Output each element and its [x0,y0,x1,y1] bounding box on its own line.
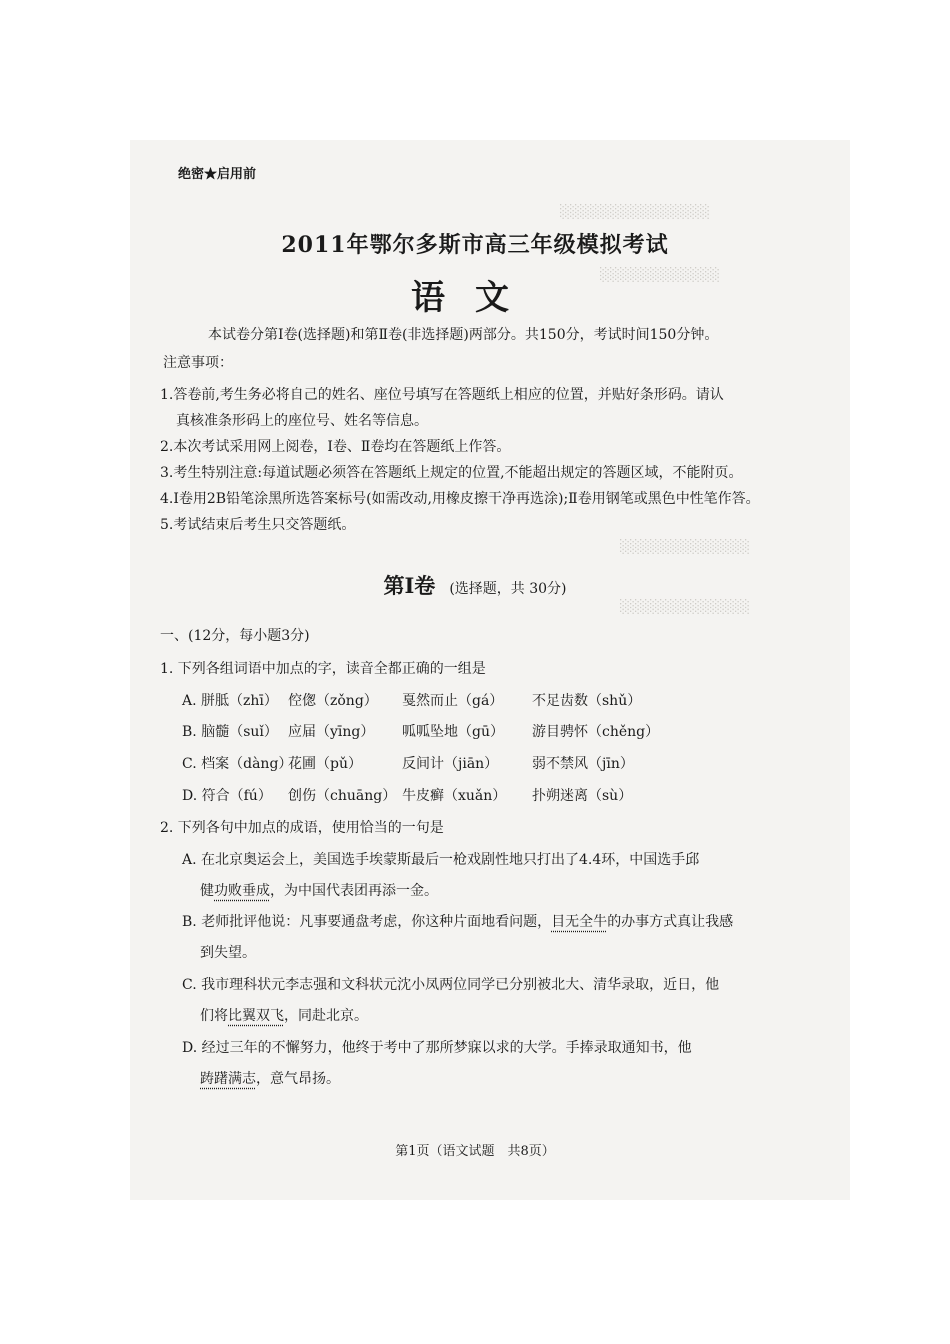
bleed-through-text: ░░░░░░░░░░░░░ [620,540,750,555]
question-2-option-d: D. 经过三年的不懈努力，他终于考中了那所梦寐以求的大学。手捧录取通知书，他 [182,1040,692,1056]
option-cell: 倥偬（zǒng） [288,693,378,709]
option-cell: 反间计（jiān） [402,756,499,772]
option-cell: 花圃（pǔ） [288,756,362,772]
option-text: B. 老师批评他说：凡事要通盘考虑，你这种片面地看问题， [182,914,552,930]
question-2-stem: 2. 下列各句中加点的成语，使用恰当的一句是 [160,820,444,836]
option-cell: 弱不禁风（jīn） [532,756,634,772]
option-cell: 牛皮癣（xuǎn） [402,788,507,804]
exam-title: 2011年鄂尔多斯市高三年级模拟考试 [281,232,669,258]
note-item: 2.本次考试采用网上阅卷，Ⅰ卷、Ⅱ卷均在答题纸上作答。 [160,439,511,455]
exam-intro: 本试卷分第Ⅰ卷(选择题)和第Ⅱ卷(非选择题)两部分。共150分，考试时间150分钟。 [208,327,719,343]
option-text: ，同赴北京。 [284,1008,368,1024]
option-cell: 扑朔迷离（sù） [532,788,633,804]
part-heading: 一、(12分，每小题3分) [160,628,310,644]
option-cell: 不足齿数（shǔ） [532,693,642,709]
page-footer: 第1页（语文试题 共8页） [395,1144,555,1159]
question-1-option-d [182,785,632,805]
section-subtitle: (选择题，共 30分) [449,581,567,597]
option-cell: B. 脑髓（suǐ） [182,724,278,740]
option-cell: 应届（yīng） [288,724,375,740]
bleed-through-text: ░░░░░░░░░░░░ [600,268,720,283]
option-text: 健 [200,883,214,899]
option-text: 们将 [200,1008,228,1024]
question-1-option-a [182,690,641,710]
notes-heading: 注意事项： [163,355,233,371]
question-2-option-a: A. 在北京奥运会上，美国选手埃蒙斯最后一枪戏剧性地只打出了4.4环，中国选手邱 [182,852,700,868]
section-title: 第Ⅰ卷 [383,573,436,598]
option-cell: 游目骋怀（chěng） [532,724,660,740]
note-item: 真核准条形码上的座位号、姓名等信息。 [176,413,428,429]
dotted-idiom: 功败垂成 [214,883,270,899]
option-cell: A. 胼胝（zhī） [182,693,278,709]
question-1-option-b [182,721,659,741]
note-item: 1.答卷前,考生务必将自己的姓名、座位号填写在答题纸上相应的位置，并贴好条形码。请认 [160,387,724,403]
subject-title: 语文 [411,278,539,318]
note-item: 3.考生特别注意:每道试题必须答在答题纸上规定的位置,不能超出规定的答题区域，不能附页。 [160,465,743,481]
option-cell: D. 符合（fú） [182,788,272,804]
question-2-option-a-cont [200,880,438,900]
bleed-through-text: ░░░░░░░░░░░░░░░ [560,205,710,220]
note-item: 5.考试结束后考生只交答题纸。 [160,517,356,533]
question-2-option-d-cont [200,1068,340,1088]
question-2-option-c-cont [200,1005,368,1025]
dotted-idiom: 比翼双飞 [228,1008,284,1024]
bleed-through-text: ░░░░░░░░░░░░░ [620,600,750,615]
section-heading [0,570,950,600]
option-cell: 戛然而止（gá） [402,693,504,709]
confidential-mark: 绝密★启用前 [178,167,257,182]
question-2-option-b [182,911,733,931]
question-2-option-b-cont: 到失望。 [200,945,256,961]
option-cell: 呱呱坠地（gū） [402,724,504,740]
option-text: ，意气昂扬。 [256,1071,340,1087]
option-cell: C. 档案（dàng） [182,756,293,772]
option-text: 的办事方式真让我感 [607,914,734,930]
option-cell: 创伤（chuāng） [288,788,397,804]
question-1-stem: 1. 下列各组词语中加点的字，读音全都正确的一组是 [160,661,486,677]
question-2-option-c: C. 我市理科状元李志强和文科状元沈小凤两位同学已分别被北大、清华录取，近日，他 [182,977,720,993]
option-text: ，为中国代表团再添一金。 [270,883,438,899]
dotted-idiom: 目无全牛 [551,914,608,930]
note-item: 4.Ⅰ卷用2B铅笔涂黑所选答案标号(如需改动,用橡皮擦干净再选涂);Ⅱ卷用钢笔或黑色中性笔作答。 [160,491,760,507]
question-1-option-c [182,753,634,773]
dotted-idiom: 踌躇满志 [200,1071,256,1087]
